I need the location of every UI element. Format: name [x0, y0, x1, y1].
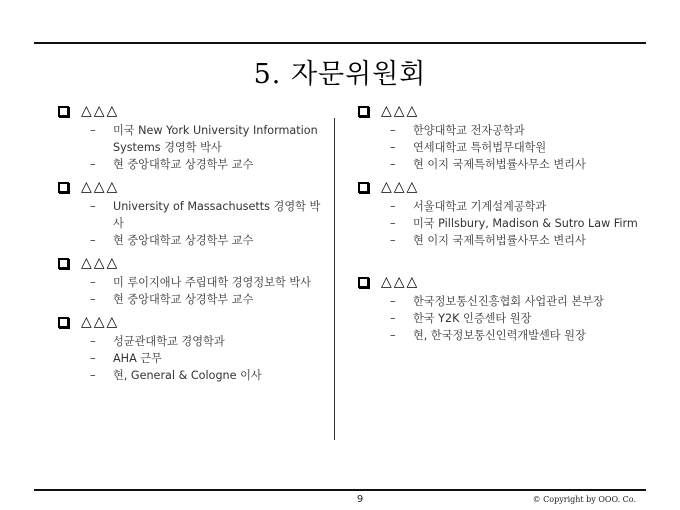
credential-list — [358, 122, 643, 173]
member-name: △△△ — [81, 103, 120, 119]
credential-text: 연세대학교 특허법무대학원 — [413, 141, 547, 154]
credential-text: 서울대학교 기계설계공학과 — [413, 200, 547, 213]
dash-bullet-icon: – — [390, 295, 396, 308]
member-name: △△△ — [81, 314, 120, 330]
member-section — [58, 176, 328, 249]
left-column — [58, 100, 328, 384]
member-section — [58, 100, 328, 173]
checkbox-bullet-icon — [358, 182, 369, 193]
member-name: △△△ — [81, 255, 120, 271]
credential-item — [358, 327, 643, 344]
credential-item — [358, 232, 643, 249]
dash-bullet-icon: – — [390, 124, 396, 137]
page-title: 5. 자문위원회 — [253, 59, 427, 90]
credential-list — [358, 293, 643, 344]
member-name: △△△ — [381, 179, 420, 195]
dash-bullet-icon: – — [390, 312, 396, 325]
credential-item — [358, 293, 643, 310]
credential-text: 현 중앙대학교 상경학부 교수 — [113, 234, 254, 247]
credential-text: 미국 Pillsbury, Madison & Sutro Law Firm — [413, 217, 638, 230]
credential-item — [58, 274, 328, 291]
credential-item — [58, 232, 328, 249]
credential-item — [358, 215, 643, 232]
credential-text: 한국정보통신진흥협회 사업관리 본부장 — [413, 295, 604, 308]
dash-bullet-icon: – — [390, 200, 396, 213]
credential-item — [58, 156, 328, 173]
dash-bullet-icon: – — [390, 217, 396, 230]
column-divider — [334, 118, 335, 440]
member-name: △△△ — [381, 103, 420, 119]
credential-item — [358, 122, 643, 139]
credential-text: 성균관대학교 경영학과 — [113, 335, 225, 348]
member-section — [58, 252, 328, 308]
credential-item — [358, 310, 643, 327]
member-heading — [58, 176, 328, 198]
credential-text: 현 중앙대학교 상경학부 교수 — [113, 293, 254, 306]
credential-text: 미국 New York University Information Systems 경영학 박사 — [113, 124, 318, 154]
member-heading — [358, 100, 643, 122]
right-column — [358, 100, 643, 344]
dash-bullet-icon: – — [90, 369, 96, 382]
dash-bullet-icon: – — [90, 200, 96, 213]
dash-bullet-icon: – — [390, 329, 396, 342]
credential-item — [58, 198, 328, 232]
dash-bullet-icon: – — [90, 158, 96, 171]
dash-bullet-icon: – — [90, 124, 96, 137]
credential-item — [358, 198, 643, 215]
dash-bullet-icon: – — [90, 234, 96, 247]
credential-item — [58, 350, 328, 367]
credential-item — [58, 122, 328, 156]
credential-text: 현 중앙대학교 상경학부 교수 — [113, 158, 254, 171]
member-heading — [358, 271, 643, 293]
member-heading — [58, 311, 328, 333]
credential-item — [58, 291, 328, 308]
credential-item — [358, 156, 643, 173]
checkbox-bullet-icon — [58, 106, 69, 117]
dash-bullet-icon: – — [390, 158, 396, 171]
credential-text: AHA 근무 — [113, 352, 162, 365]
credential-list — [58, 198, 328, 249]
credential-item — [358, 139, 643, 156]
dash-bullet-icon: – — [90, 335, 96, 348]
top-rule — [34, 42, 646, 44]
credential-item — [58, 333, 328, 350]
credential-text: 한양대학교 전자공학과 — [413, 124, 525, 137]
member-heading — [58, 100, 328, 122]
member-heading — [58, 252, 328, 274]
dash-bullet-icon: – — [390, 141, 396, 154]
checkbox-bullet-icon — [58, 258, 69, 269]
credential-text: University of Massachusetts 경영학 박사 — [113, 200, 321, 230]
checkbox-bullet-icon — [358, 106, 369, 117]
page-number: 9 — [356, 494, 364, 505]
credential-text: 현 이지 국제특허법률사무소 변리사 — [413, 234, 586, 247]
credential-item — [58, 367, 328, 384]
copyright-text: © Copyright by OOO. Co. — [532, 495, 636, 504]
checkbox-bullet-icon — [358, 277, 369, 288]
member-heading — [358, 176, 643, 198]
credential-list — [358, 198, 643, 249]
dash-bullet-icon: – — [390, 234, 396, 247]
credential-list — [58, 274, 328, 308]
member-name: △△△ — [81, 179, 120, 195]
dash-bullet-icon: – — [90, 293, 96, 306]
member-section — [358, 176, 643, 249]
member-name: △△△ — [381, 274, 420, 290]
checkbox-bullet-icon — [58, 317, 69, 328]
credential-list — [58, 122, 328, 173]
dash-bullet-icon: – — [90, 352, 96, 365]
member-section — [358, 100, 643, 173]
credential-text: 미 루이지애나 주립대학 경영정보학 박사 — [113, 276, 311, 289]
bottom-rule — [34, 489, 646, 491]
checkbox-bullet-icon — [58, 182, 69, 193]
credential-text: 한국 Y2K 인증센타 원장 — [413, 312, 532, 325]
credential-text: 현 이지 국제특허법률사무소 변리사 — [413, 158, 586, 171]
credential-text: 현, General & Cologne 이사 — [113, 369, 262, 382]
credential-list — [58, 333, 328, 384]
dash-bullet-icon: – — [90, 276, 96, 289]
member-section — [58, 311, 328, 384]
member-section — [358, 271, 643, 344]
credential-text: 현, 한국정보통신인력개발센타 원장 — [413, 329, 586, 342]
